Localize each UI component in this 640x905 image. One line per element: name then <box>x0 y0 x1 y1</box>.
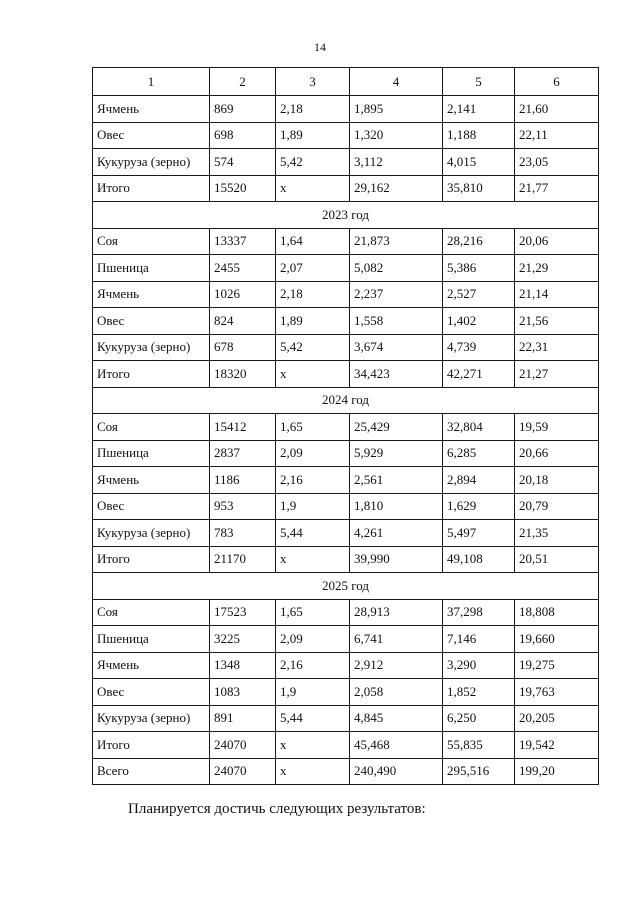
value-cell: 21,29 <box>515 255 599 282</box>
value-cell: 2,912 <box>350 652 443 679</box>
value-cell: 23,05 <box>515 149 599 176</box>
table-row <box>93 493 599 520</box>
value-cell: 32,804 <box>443 414 515 441</box>
value-cell: 2,18 <box>276 281 350 308</box>
value-cell: 1,188 <box>443 122 515 149</box>
value-cell: 1,89 <box>276 122 350 149</box>
value-cell: 18320 <box>210 361 276 388</box>
value-cell: 21,873 <box>350 228 443 255</box>
table-row <box>93 149 599 176</box>
value-cell: 7,146 <box>443 626 515 653</box>
crop-name-cell: Пшеница <box>93 626 210 653</box>
value-cell: 21,56 <box>515 308 599 335</box>
table-row <box>93 652 599 679</box>
value-cell: 4,261 <box>350 520 443 547</box>
value-cell: 39,990 <box>350 546 443 573</box>
crop-name-cell: Овес <box>93 679 210 706</box>
crop-name-cell: Кукуруза (зерно) <box>93 149 210 176</box>
value-cell: 2,561 <box>350 467 443 494</box>
value-cell: 21,60 <box>515 96 599 123</box>
value-cell: 15412 <box>210 414 276 441</box>
table-row <box>93 361 599 388</box>
value-cell: 5,42 <box>276 334 350 361</box>
value-cell: 1,9 <box>276 679 350 706</box>
value-cell: 5,44 <box>276 705 350 732</box>
value-cell: 20,51 <box>515 546 599 573</box>
value-cell: 891 <box>210 705 276 732</box>
value-cell: 13337 <box>210 228 276 255</box>
value-cell: 21,14 <box>515 281 599 308</box>
value-cell: 6,741 <box>350 626 443 653</box>
column-header: 2 <box>210 68 276 96</box>
value-cell: 1,895 <box>350 96 443 123</box>
value-cell: 5,497 <box>443 520 515 547</box>
value-cell: 5,42 <box>276 149 350 176</box>
value-cell: 295,516 <box>443 758 515 785</box>
table-row <box>93 626 599 653</box>
table-row <box>93 281 599 308</box>
value-cell: х <box>276 758 350 785</box>
value-cell: 21170 <box>210 546 276 573</box>
value-cell: 6,250 <box>443 705 515 732</box>
table-body <box>93 68 599 785</box>
value-cell: 2,527 <box>443 281 515 308</box>
crop-name-cell: Итого <box>93 175 210 202</box>
value-cell: 20,06 <box>515 228 599 255</box>
value-cell: 5,386 <box>443 255 515 282</box>
value-cell: 698 <box>210 122 276 149</box>
value-cell: 3,674 <box>350 334 443 361</box>
value-cell: 28,216 <box>443 228 515 255</box>
value-cell: 19,542 <box>515 732 599 759</box>
crop-name-cell: Кукуруза (зерно) <box>93 334 210 361</box>
value-cell: 35,810 <box>443 175 515 202</box>
table-row <box>93 175 599 202</box>
value-cell: 869 <box>210 96 276 123</box>
value-cell: 24070 <box>210 732 276 759</box>
value-cell: 783 <box>210 520 276 547</box>
value-cell: 5,929 <box>350 440 443 467</box>
value-cell: 2,07 <box>276 255 350 282</box>
table-row <box>93 228 599 255</box>
year-section-label: 2023 год <box>93 202 599 229</box>
value-cell: 4,739 <box>443 334 515 361</box>
value-cell: 1,558 <box>350 308 443 335</box>
table-row <box>93 467 599 494</box>
value-cell: 574 <box>210 149 276 176</box>
value-cell: 1,402 <box>443 308 515 335</box>
value-cell: 3,112 <box>350 149 443 176</box>
column-header: 3 <box>276 68 350 96</box>
value-cell: 29,162 <box>350 175 443 202</box>
value-cell: 5,44 <box>276 520 350 547</box>
value-cell: 55,835 <box>443 732 515 759</box>
crop-name-cell: Овес <box>93 122 210 149</box>
value-cell: 34,423 <box>350 361 443 388</box>
value-cell: 1,64 <box>276 228 350 255</box>
value-cell: 1348 <box>210 652 276 679</box>
year-section-row <box>93 202 599 229</box>
value-cell: 1,89 <box>276 308 350 335</box>
value-cell: 24070 <box>210 758 276 785</box>
crop-name-cell: Ячмень <box>93 281 210 308</box>
value-cell: 2455 <box>210 255 276 282</box>
column-header: 6 <box>515 68 599 96</box>
value-cell: 22,31 <box>515 334 599 361</box>
value-cell: 21,77 <box>515 175 599 202</box>
value-cell: 199,20 <box>515 758 599 785</box>
value-cell: 4,845 <box>350 705 443 732</box>
value-cell: 21,35 <box>515 520 599 547</box>
table-row <box>93 732 599 759</box>
value-cell: 1,65 <box>276 599 350 626</box>
value-cell: 2,18 <box>276 96 350 123</box>
value-cell: 20,66 <box>515 440 599 467</box>
table-row <box>93 414 599 441</box>
value-cell: 2837 <box>210 440 276 467</box>
table-row <box>93 758 599 785</box>
value-cell: 1083 <box>210 679 276 706</box>
crop-name-cell: Ячмень <box>93 467 210 494</box>
value-cell: 28,913 <box>350 599 443 626</box>
value-cell: 1026 <box>210 281 276 308</box>
value-cell: 49,108 <box>443 546 515 573</box>
value-cell: х <box>276 546 350 573</box>
closing-text: Планируется достичь следующих результатов: <box>128 801 426 817</box>
value-cell: 19,763 <box>515 679 599 706</box>
value-cell: 2,09 <box>276 440 350 467</box>
value-cell: х <box>276 732 350 759</box>
value-cell: 2,16 <box>276 652 350 679</box>
year-section-label: 2024 год <box>93 387 599 414</box>
crop-name-cell: Соя <box>93 414 210 441</box>
crop-name-cell: Всего <box>93 758 210 785</box>
value-cell: 953 <box>210 493 276 520</box>
value-cell: 19,59 <box>515 414 599 441</box>
crop-name-cell: Ячмень <box>93 96 210 123</box>
crop-name-cell: Итого <box>93 732 210 759</box>
table-row <box>93 705 599 732</box>
value-cell: 678 <box>210 334 276 361</box>
value-cell: 3225 <box>210 626 276 653</box>
value-cell: 1,852 <box>443 679 515 706</box>
table-row <box>93 122 599 149</box>
table-row <box>93 255 599 282</box>
value-cell: 2,237 <box>350 281 443 308</box>
value-cell: 2,058 <box>350 679 443 706</box>
value-cell: 25,429 <box>350 414 443 441</box>
crop-name-cell: Ячмень <box>93 652 210 679</box>
column-header: 5 <box>443 68 515 96</box>
crop-name-cell: Итого <box>93 546 210 573</box>
value-cell: 5,082 <box>350 255 443 282</box>
value-cell: 2,16 <box>276 467 350 494</box>
value-cell: 1,810 <box>350 493 443 520</box>
value-cell: 1186 <box>210 467 276 494</box>
column-header: 1 <box>93 68 210 96</box>
value-cell: 1,629 <box>443 493 515 520</box>
value-cell: 6,285 <box>443 440 515 467</box>
crop-name-cell: Пшеница <box>93 440 210 467</box>
crop-name-cell: Кукуруза (зерно) <box>93 520 210 547</box>
value-cell: 2,09 <box>276 626 350 653</box>
value-cell: 20,79 <box>515 493 599 520</box>
value-cell: 1,65 <box>276 414 350 441</box>
value-cell: 18,808 <box>515 599 599 626</box>
table-row <box>93 334 599 361</box>
crop-name-cell: Кукуруза (зерно) <box>93 705 210 732</box>
value-cell: х <box>276 175 350 202</box>
table-row <box>93 308 599 335</box>
value-cell: 3,290 <box>443 652 515 679</box>
table-row <box>93 546 599 573</box>
table-row <box>93 520 599 547</box>
year-section-label: 2025 год <box>93 573 599 600</box>
crop-name-cell: Соя <box>93 228 210 255</box>
value-cell: 2,141 <box>443 96 515 123</box>
crop-name-cell: Пшеница <box>93 255 210 282</box>
crop-name-cell: Овес <box>93 493 210 520</box>
value-cell: х <box>276 361 350 388</box>
value-cell: 19,275 <box>515 652 599 679</box>
table-row <box>93 679 599 706</box>
value-cell: 21,27 <box>515 361 599 388</box>
column-header: 4 <box>350 68 443 96</box>
value-cell: 2,894 <box>443 467 515 494</box>
data-table <box>92 67 599 785</box>
value-cell: 42,271 <box>443 361 515 388</box>
value-cell: 1,9 <box>276 493 350 520</box>
value-cell: 15520 <box>210 175 276 202</box>
value-cell: 19,660 <box>515 626 599 653</box>
value-cell: 824 <box>210 308 276 335</box>
value-cell: 37,298 <box>443 599 515 626</box>
table-row <box>93 96 599 123</box>
crop-name-cell: Овес <box>93 308 210 335</box>
page-number: 14 <box>314 40 326 54</box>
value-cell: 4,015 <box>443 149 515 176</box>
value-cell: 1,320 <box>350 122 443 149</box>
value-cell: 45,468 <box>350 732 443 759</box>
table-row <box>93 440 599 467</box>
crop-name-cell: Соя <box>93 599 210 626</box>
table-row <box>93 599 599 626</box>
value-cell: 22,11 <box>515 122 599 149</box>
crop-name-cell: Итого <box>93 361 210 388</box>
value-cell: 240,490 <box>350 758 443 785</box>
year-section-row <box>93 387 599 414</box>
year-section-row <box>93 573 599 600</box>
value-cell: 17523 <box>210 599 276 626</box>
value-cell: 20,205 <box>515 705 599 732</box>
table-header-row <box>93 68 599 96</box>
value-cell: 20,18 <box>515 467 599 494</box>
